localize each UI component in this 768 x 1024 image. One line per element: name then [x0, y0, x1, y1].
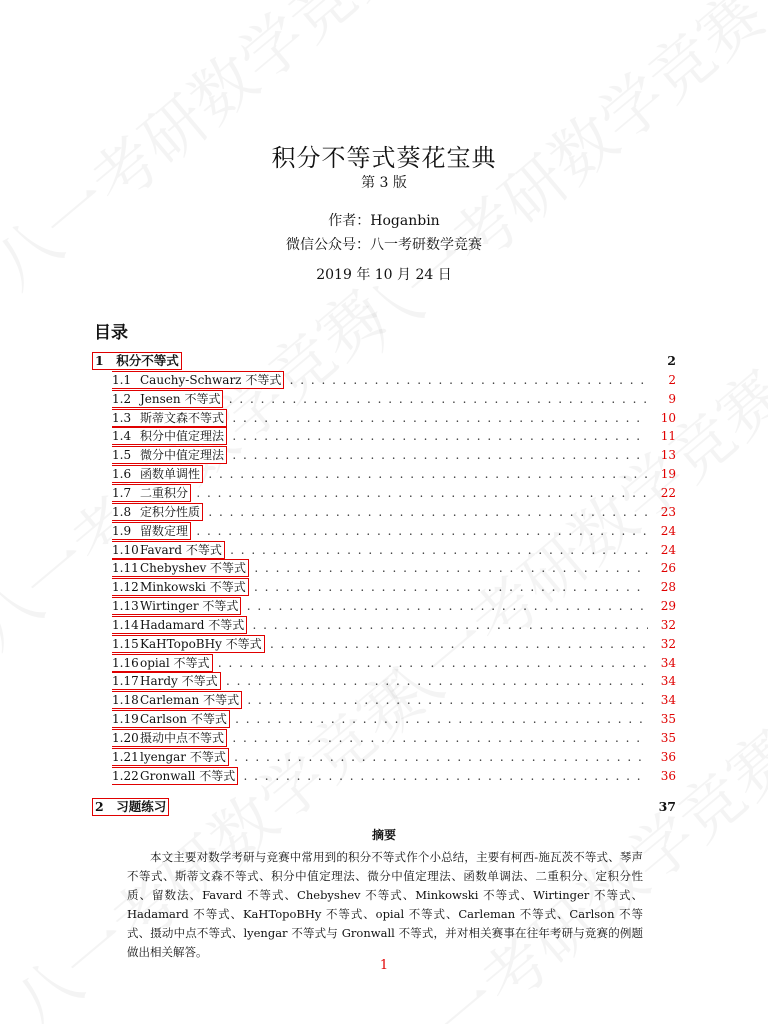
- toc-entry-number: 1.9: [112, 523, 132, 538]
- toc-entry-title: opial 不等式: [140, 655, 210, 670]
- toc-entry-number: 1.15: [112, 636, 139, 651]
- toc-entry-number: 1.3: [112, 410, 132, 425]
- date-line: 2019 年 10 月 24 日: [316, 267, 452, 283]
- toc-entry-title: Chebyshev 不等式: [140, 561, 247, 576]
- toc-entry-page[interactable]: 24: [660, 523, 676, 538]
- toc-entry[interactable]: [112, 559, 676, 577]
- toc-entry-page[interactable]: 28: [660, 580, 676, 595]
- toc-entry-page[interactable]: 11: [660, 429, 676, 444]
- toc-section-page[interactable]: 37: [658, 798, 676, 814]
- toc-entry-title: Hardy 不等式: [140, 674, 218, 689]
- toc-entry-number: 1.8: [112, 504, 132, 519]
- toc-entry-number: 1.2: [112, 391, 132, 406]
- toc-entry-title: lyengar 不等式: [140, 749, 226, 764]
- toc-entry-number: 1.12: [112, 580, 139, 595]
- toc-entry-title: 留数定理: [140, 523, 189, 538]
- toc-entry-title: Wirtinger 不等式: [140, 599, 239, 614]
- toc-entry-leader: [112, 484, 648, 502]
- toc-entry-number: 1.7: [112, 485, 132, 500]
- toc-entry-title: 二重积分: [140, 485, 189, 500]
- toc-entry-link[interactable]: [112, 748, 229, 766]
- toc-entry[interactable]: [112, 635, 676, 653]
- toc-entry-leader: [112, 409, 648, 427]
- toc-section-1[interactable]: [94, 352, 676, 370]
- toc-entry-title: Jensen 不等式: [140, 391, 221, 406]
- toc-entry-link[interactable]: [112, 635, 265, 653]
- wechat-line: 微信公众号：八一考研数学竞赛: [286, 237, 482, 253]
- toc-entry-title: 摄动中点不等式: [140, 731, 225, 745]
- toc-entry-number: 1.6: [112, 467, 132, 482]
- toc-entry-title: 函数单调性: [140, 467, 201, 482]
- toc-entry-leader: [112, 371, 648, 389]
- toc-entry-number: 1.5: [112, 448, 132, 463]
- toc-entry-number: 1.18: [112, 693, 139, 708]
- toc-entry-title: Hadamard 不等式: [140, 617, 245, 632]
- toc-entry-page[interactable]: 29: [660, 599, 676, 614]
- toc-entry-link[interactable]: [112, 654, 213, 672]
- toc-entry-leader: [112, 578, 648, 596]
- toc-entry-title: Carlson 不等式: [140, 712, 227, 727]
- toc-entry-title: Carleman 不等式: [140, 693, 240, 708]
- toc-entry-leader: [112, 522, 648, 540]
- toc-entry-page[interactable]: 23: [660, 504, 676, 519]
- toc-entry[interactable]: [112, 710, 676, 728]
- toc-entry-title: 积分中值定理法: [140, 429, 225, 444]
- toc-entry-link[interactable]: [112, 427, 227, 445]
- toc-entry-link[interactable]: [112, 767, 238, 785]
- toc-entry[interactable]: [112, 672, 676, 690]
- toc-entry-leader: [112, 691, 648, 709]
- toc-entry-number: 1.10: [112, 542, 139, 557]
- toc-entry-number: 1.16: [112, 655, 139, 670]
- toc-entry-page[interactable]: 35: [660, 731, 676, 745]
- toc-entry-page[interactable]: 24: [660, 542, 676, 557]
- toc-entry-page[interactable]: 34: [660, 674, 676, 689]
- toc-entry-link[interactable]: [112, 541, 225, 559]
- toc-entry[interactable]: [112, 541, 676, 559]
- toc-entry-page[interactable]: 34: [660, 655, 676, 670]
- edition-label: 第 3 版: [361, 175, 407, 191]
- toc-entry-title: 微分中值定理法: [140, 448, 225, 463]
- toc-entry-link[interactable]: [112, 409, 227, 427]
- toc-entry-page[interactable]: 34: [660, 693, 676, 708]
- toc-entry-leader: [112, 748, 648, 766]
- toc-entry[interactable]: [112, 409, 676, 427]
- toc-entry-number: 1.19: [112, 712, 139, 727]
- toc-entry-link[interactable]: [112, 691, 242, 709]
- toc-entry-number: 1.13: [112, 599, 139, 614]
- toc-entry-leader: [112, 390, 648, 408]
- toc-section-link[interactable]: 1 积分不等式: [92, 352, 182, 370]
- toc-entry[interactable]: [112, 446, 676, 464]
- toc-entry[interactable]: [112, 371, 676, 389]
- toc-entry-link[interactable]: [112, 446, 227, 464]
- toc-entry-leader: [112, 541, 648, 559]
- toc-entry-number: 1.17: [112, 674, 139, 689]
- toc-entry-page[interactable]: 9: [668, 391, 676, 406]
- abstract-body: 本文主要对数学考研与竞赛中常用到的积分不等式作个小总结，主要有柯西-施瓦茨不等式、琴声不等式、斯蒂文森不等式、积分中值定理法、微分中值定理法、函数单调法、二重积分、定积分性质、留数法、Favard 不等式、Chebyshev 不等式、Minkowski 不等式、Wirtinger 不等式、Hadamard 不等式、KaHTopoBHy 不等式、opial 不等式、Carleman 不等式、Carlson 不等式、摄动中点不等式、lyengar 不等式与 Gronwall 不等式，并对相关赛事在往年考研与竞赛的例题做出相关解答。: [127, 850, 643, 959]
- toc-entry-link[interactable]: [112, 578, 249, 596]
- toc-entry-title: Gronwall 不等式: [140, 768, 236, 783]
- toc-entry[interactable]: [112, 522, 676, 540]
- toc-entry[interactable]: [112, 729, 676, 747]
- toc-entry[interactable]: [112, 767, 676, 785]
- toc-entry-link[interactable]: [112, 371, 284, 389]
- toc-entry-link[interactable]: [112, 503, 203, 521]
- toc-entry-number: 1.1: [112, 372, 132, 387]
- toc-entry-page[interactable]: 36: [660, 768, 676, 783]
- toc-entry-leader: [112, 616, 648, 634]
- toc-entry-title: 斯蒂文森不等式: [140, 410, 225, 425]
- toc-entry-number: 1.14: [112, 617, 139, 632]
- abstract-title: 摘要: [371, 828, 396, 842]
- toc-entry-link[interactable]: [112, 616, 247, 634]
- toc-entry-number: 1.21: [112, 749, 139, 764]
- toc-entry-title: 定积分性质: [140, 504, 201, 519]
- toc-entry-leader: [112, 710, 648, 728]
- toc-entry-number: 1.11: [112, 561, 139, 576]
- page-number: 1: [379, 958, 389, 973]
- toc-entry[interactable]: [112, 503, 676, 521]
- toc-entry-page[interactable]: 2: [668, 372, 676, 387]
- toc-entry-number: 1.4: [112, 429, 132, 444]
- toc-entry-page[interactable]: 22: [660, 485, 676, 500]
- toc-entry-number: 1.20: [112, 731, 139, 745]
- toc-section-page[interactable]: 2: [667, 353, 676, 368]
- toc-entry-leader: [112, 465, 648, 483]
- toc-heading: 目录: [94, 323, 128, 343]
- toc-entry-page[interactable]: 32: [660, 636, 676, 651]
- toc-entry-leader: [112, 767, 648, 785]
- toc-entry-leader: [112, 559, 648, 577]
- toc-entry-link[interactable]: [112, 522, 191, 540]
- toc-entry-link[interactable]: [112, 729, 227, 747]
- toc-entry-link[interactable]: [112, 710, 230, 728]
- toc-entry-leader: [112, 446, 648, 464]
- toc-entry[interactable]: [112, 484, 676, 502]
- toc-entry[interactable]: [112, 616, 676, 634]
- toc-entry[interactable]: [112, 390, 676, 408]
- toc-entry-title: KaHTopoBHy 不等式: [140, 636, 262, 651]
- toc-section-link[interactable]: 2 习题练习: [92, 798, 169, 816]
- toc-entry[interactable]: [112, 597, 676, 615]
- toc-entry-leader: [112, 597, 648, 615]
- toc-entry-link[interactable]: [112, 484, 191, 502]
- toc-entry-page[interactable]: 35: [660, 712, 676, 727]
- toc-section-2[interactable]: [94, 798, 676, 816]
- toc-entry-leader: [112, 672, 648, 690]
- toc-entry-title: Minkowski 不等式: [140, 580, 246, 595]
- toc-entry-leader: [112, 503, 648, 521]
- toc-entry-link[interactable]: [112, 672, 221, 690]
- toc-entry[interactable]: [112, 578, 676, 596]
- toc-entry-page[interactable]: 26: [660, 561, 676, 576]
- toc-entry-title: Favard 不等式: [140, 542, 222, 557]
- toc-entry-number: 1.22: [112, 768, 139, 783]
- author-line: 作者：Hoganbin: [328, 213, 440, 229]
- document-title: 积分不等式葵花宝典: [271, 144, 497, 172]
- toc-entry-title: Cauchy-Schwarz 不等式: [140, 372, 282, 387]
- toc-entry-page[interactable]: 13: [660, 448, 676, 463]
- toc-entry-page[interactable]: 32: [660, 617, 676, 632]
- toc-entry-link[interactable]: [112, 597, 241, 615]
- toc-entry-page[interactable]: 10: [660, 410, 676, 425]
- toc-entry-page[interactable]: 19: [660, 467, 676, 482]
- toc-entry-link[interactable]: [112, 465, 203, 483]
- toc-entry[interactable]: [112, 748, 676, 766]
- toc-entry-link[interactable]: [112, 390, 223, 408]
- toc-entry-leader: [112, 729, 648, 747]
- toc-entry[interactable]: [112, 691, 676, 709]
- toc-entry-page[interactable]: 36: [660, 749, 676, 764]
- toc-entry[interactable]: [112, 465, 676, 483]
- toc-entry-link[interactable]: [112, 559, 249, 577]
- toc-entry[interactable]: [112, 427, 676, 445]
- toc-entry-leader: [112, 654, 648, 672]
- toc-entry-leader: [112, 427, 648, 445]
- toc-entry-leader: [112, 635, 648, 653]
- toc-entry[interactable]: [112, 654, 676, 672]
